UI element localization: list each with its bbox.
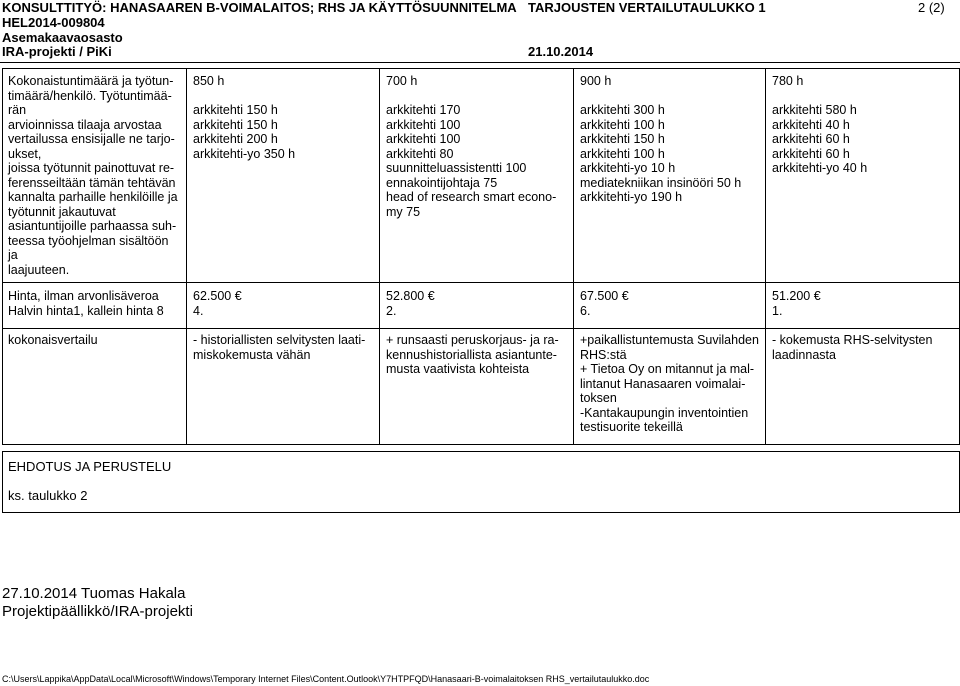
file-path: C:\Users\Lappika\AppData\Local\Microsoft\Windows\Temporary Internet Files\Content.Outlook\Y7HTPFQD\Hanasaari-B-voimalaitoksen RHS_vertailutaulukko.doc (2, 674, 650, 684)
euro-symbol: € (234, 289, 242, 303)
offer-4-hours-total: 780 h (772, 74, 804, 88)
euro-symbol: € (427, 289, 435, 303)
document-subtitle: TARJOUSTEN VERTAILUTAULUKKO 1 (528, 0, 766, 15)
document-title: KONSULTTITYÖ: HANASAAREN B-VOIMALAITOS; RHS JA KÄYTTÖSUUNNITELMA (2, 0, 517, 15)
proposal-text: ks. taulukko 2 (8, 488, 88, 503)
offer-1-hours-total: 850 h (193, 74, 225, 88)
table-col-divider (573, 68, 574, 445)
table-col-divider (186, 68, 187, 445)
offer-3-price-value: 67.500 (580, 289, 619, 303)
page-number: 2 (2) (918, 0, 945, 15)
proposal-title: EHDOTUS JA PERUSTELU (8, 459, 172, 474)
offer-1-hours-detail: arkkitehti 150 h arkkitehti 150 h arkkitehti 200 h arkkitehti-yo 350 h (193, 103, 296, 161)
table-col-divider (2, 68, 3, 445)
offer-4-price-value: 51.200 (772, 289, 811, 303)
offer-3-comparison: +paikallistuntemusta Suvilahden RHS:stä + Tietoa Oy on mitannut ja mal- lintanut Hanasaaren voimalai- toksen -Kantakaupungin inventointien testisuorite tekeillä (580, 333, 759, 434)
offer-1-rank: 4. (193, 304, 204, 318)
proposal-border-top (2, 451, 960, 452)
offer-1-price-value: 62.500 (193, 289, 232, 303)
department: Asemakaavaosasto (2, 30, 123, 45)
offer-3-price (580, 289, 629, 304)
table-row-divider (2, 328, 960, 329)
offer-1-price (193, 289, 242, 304)
project-name: IRA-projekti / PiKi (2, 44, 112, 59)
price-label: Hinta, ilman arvonlisäveroa (8, 289, 159, 303)
document-date: 21.10.2014 (528, 44, 594, 59)
reference-number: HEL2014-009804 (2, 15, 105, 30)
table-border-bottom (2, 444, 960, 445)
offer-3-hours-detail: arkkitehti 300 h arkkitehti 100 h arkkitehti 150 h arkkitehti 100 h arkkitehti-yo 10 h mediatekniikan insinööri 50 h arkkitehti-yo 190 h (580, 103, 742, 204)
offer-3-rank: 6. (580, 304, 591, 318)
table-border-top (2, 68, 960, 69)
offer-2-hours-total: 700 h (386, 74, 418, 88)
price-sublabel: Halvin hinta1, kallein hinta 8 (8, 304, 164, 318)
table-row-divider (2, 282, 960, 283)
proposal-border-bottom (2, 512, 960, 513)
offer-4-rank: 1. (772, 304, 783, 318)
offer-2-hours-detail: arkkitehti 170 arkkitehti 100 arkkitehti 100 arkkitehti 80 suunnitteluassistentti 100 ennakointijohtaja 75 head of research smart econo- my 75 (386, 103, 557, 219)
hours-criteria-text: Kokonaistuntimäärä ja työtun- timäärä/henkilö. Työtuntimää- rän arvioinnissa tilaaja arvostaa vertailussa ensisijalle ne tarjo- ukset, joissa työtunnit painottuvat re- ferensseiltään tämän tehtävän kannalta parhaille henkilöille ja työtunnit jakautuvat asiantuntijoille parhaassa suh- teessa työohjelman sisältöön ja laajuuteen. (8, 74, 178, 277)
offer-4-price (772, 289, 821, 304)
signature-date-name: 27.10.2014 Tuomas Hakala (2, 585, 186, 602)
proposal-border-left (2, 451, 3, 513)
euro-symbol: € (813, 289, 821, 303)
offer-4-comparison: - kokemusta RHS-selvitysten laadinnasta (772, 333, 933, 362)
offer-2-rank: 2. (386, 304, 397, 318)
offer-4-hours-detail: arkkitehti 580 h arkkitehti 40 h arkkitehti 60 h arkkitehti 60 h arkkitehti-yo 40 h (772, 103, 868, 175)
offer-1-comparison: - historiallisten selvitysten laati- miskokemusta vähän (193, 333, 366, 362)
offer-3-hours-total: 900 h (580, 74, 612, 88)
euro-symbol: € (621, 289, 629, 303)
table-col-divider (765, 68, 766, 445)
signature-title: Projektipäällikkö/IRA-projekti (2, 603, 193, 620)
header-divider (0, 62, 960, 63)
offer-2-price (386, 289, 435, 304)
offer-2-price-value: 52.800 (386, 289, 425, 303)
comparison-label: kokonaisvertailu (8, 333, 98, 347)
table-col-divider (379, 68, 380, 445)
offer-2-comparison: + runsaasti peruskorjaus- ja ra- kennushistoriallista asiantunte- musta vaativista kohteista (386, 333, 559, 376)
